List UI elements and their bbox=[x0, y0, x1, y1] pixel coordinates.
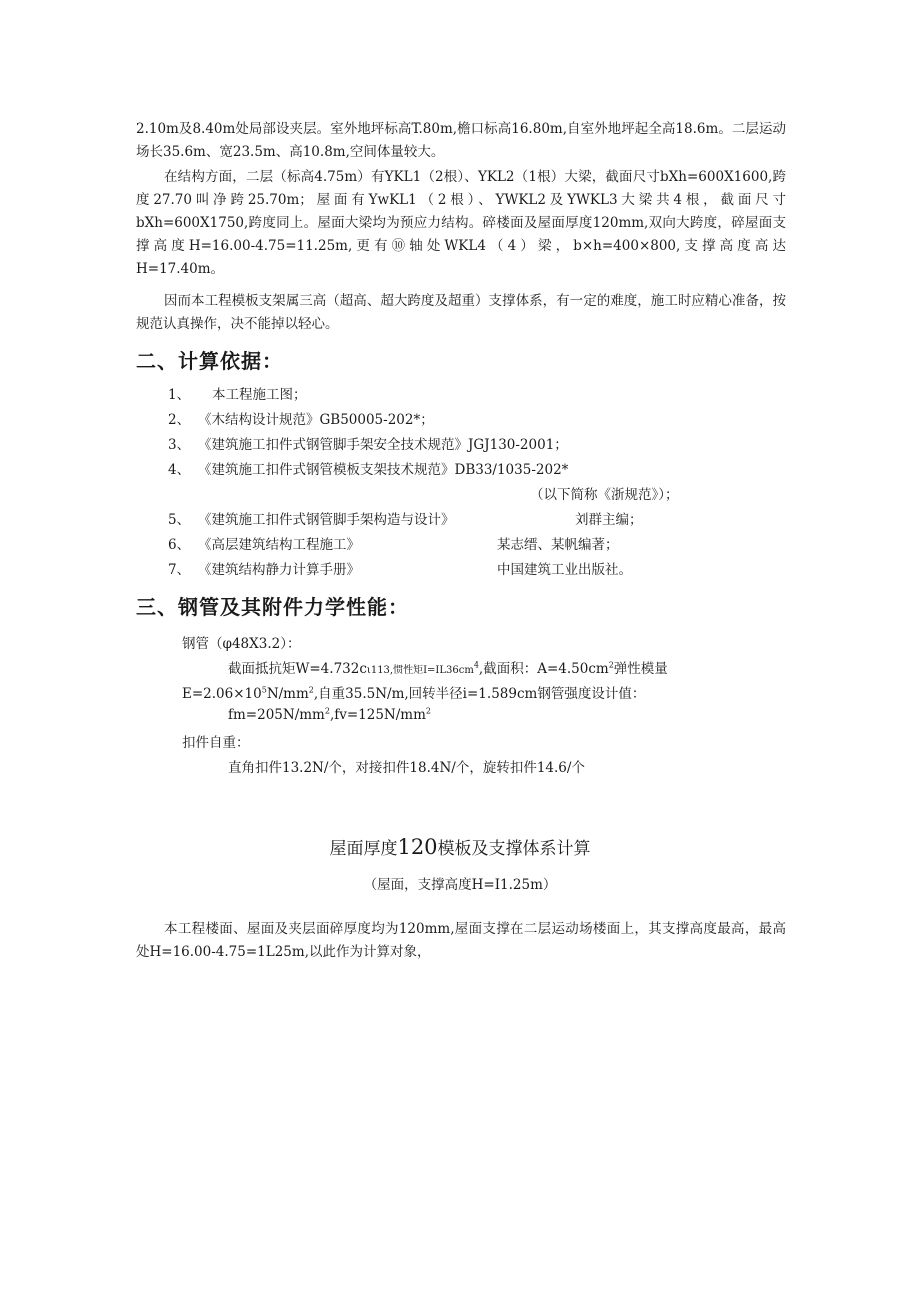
intro-paragraph-3: 因而本工程模板支架属三高（超高、超大跨度及超重）支撑体系，有一定的难度，施工时应精心准备，按规范认真操作，决不能掉以轻心。 bbox=[136, 293, 786, 332]
reference-author: 刘群主编； bbox=[575, 512, 643, 528]
reference-number: 6、 bbox=[168, 537, 191, 553]
reference-text: 《高层建筑结构工程施工》 bbox=[198, 537, 360, 553]
section-2-heading: 二、计算依据： bbox=[136, 349, 283, 373]
reference-item-4-note: （以下简称《浙规范》）； bbox=[530, 487, 679, 503]
fastener-weights: 直角扣件13.2N/个，对接扣件18.4N/个，旋转扣件14.6/个 bbox=[228, 760, 585, 776]
reference-item-3 bbox=[168, 433, 568, 453]
reference-number: 2、 bbox=[168, 412, 191, 428]
reference-item-7 bbox=[168, 558, 360, 578]
pipe-property-line-1: 截面抵抗矩W=4.732cι113,惯性矩$I=IL36cm^4$,截面积：$A=4.50cm^2$弹性模量 bbox=[228, 660, 668, 677]
reference-text: 《建筑结构静力计算手册》 bbox=[198, 562, 360, 578]
intro-paragraph-2: 在结构方面，二层（标高4.75m）有YKL1（2根）、YKL2（1根）大梁，截面尺寸bXh=600X1600,跨度27.70叫净跨25.70m；屋面有YwKL1（2根）、YWKL2及YWKL3大梁共4根，截面尺寸bXh=600X1750,跨度同上。屋面大梁均为预应力结构。碎楼面及屋面厚度120mm,双向大跨度，碎屋面支撑高度H=16.00-4.75=11.25m,更有⑩轴处WKL4（4）梁，b×h=400×800,支撑高度高达H=17.40m。 bbox=[136, 169, 786, 277]
reference-item-6 bbox=[168, 533, 360, 553]
reference-number: 4、 bbox=[168, 462, 191, 478]
calculation-subtitle: （屋面，支撑高度H=I1.25m） bbox=[363, 877, 557, 893]
reference-text: 《建筑施工扣件式钢管脚手架安全技术规范》JGJ130-2001； bbox=[198, 437, 568, 453]
reference-item-4 bbox=[168, 458, 568, 478]
reference-number: 7、 bbox=[168, 562, 191, 578]
reference-item-5 bbox=[168, 508, 455, 528]
intro-paragraph-1: 2.10m及8.40m处局部设夹层。室外地坪标高T.80m,檐口标高16.80m,自室外地坪起全高18.6m。二层运动场长35.6m、宽23.5m、高10.8m,空间体量较大。 bbox=[136, 121, 786, 160]
calculation-body: 本工程楼面、屋面及夹层面碎厚度均为120mm,屋面支撑在二层运动场楼面上，其支撑高度最高，最高处H=16.00-4.75=1L25m,以此作为计算对象， bbox=[136, 921, 786, 960]
reference-text: 本工程施工图； bbox=[212, 387, 307, 403]
reference-item-1 bbox=[168, 383, 307, 403]
reference-author: 某志缙、某帆编著； bbox=[497, 537, 619, 553]
pipe-property-line-2: $E=2.06\times 10^5N/mm^2$,自重35.5N/m,回转半径i=1.589cm钢管强度设计值： bbox=[182, 685, 646, 702]
pipe-strength-line: $fm=205N/mm^2,fv=125N/mm^2$ bbox=[228, 706, 431, 723]
reference-number: 5、 bbox=[168, 512, 191, 528]
section-3-heading: 三、钢管及其附件力学性能： bbox=[136, 595, 409, 619]
reference-item-2 bbox=[168, 408, 434, 428]
reference-number: 1、 bbox=[168, 387, 191, 403]
reference-text: 《木结构设计规范》GB50005-202*； bbox=[198, 412, 434, 428]
reference-text: 《建筑施工扣件式钢管脚手架构造与设计》 bbox=[198, 512, 455, 528]
reference-publisher: 中国建筑工业出版社。 bbox=[497, 562, 632, 578]
calculation-title: 屋面厚度120模板及支撑体系计算 bbox=[329, 835, 591, 859]
reference-number: 3、 bbox=[168, 437, 191, 453]
fastener-label: 扣件自重： bbox=[182, 735, 250, 751]
reference-text: 《建筑施工扣件式钢管模板支架技术规范》DB33/1035-202* bbox=[198, 462, 569, 478]
pipe-label: 钢管（φ48X3.2）： bbox=[182, 636, 301, 652]
